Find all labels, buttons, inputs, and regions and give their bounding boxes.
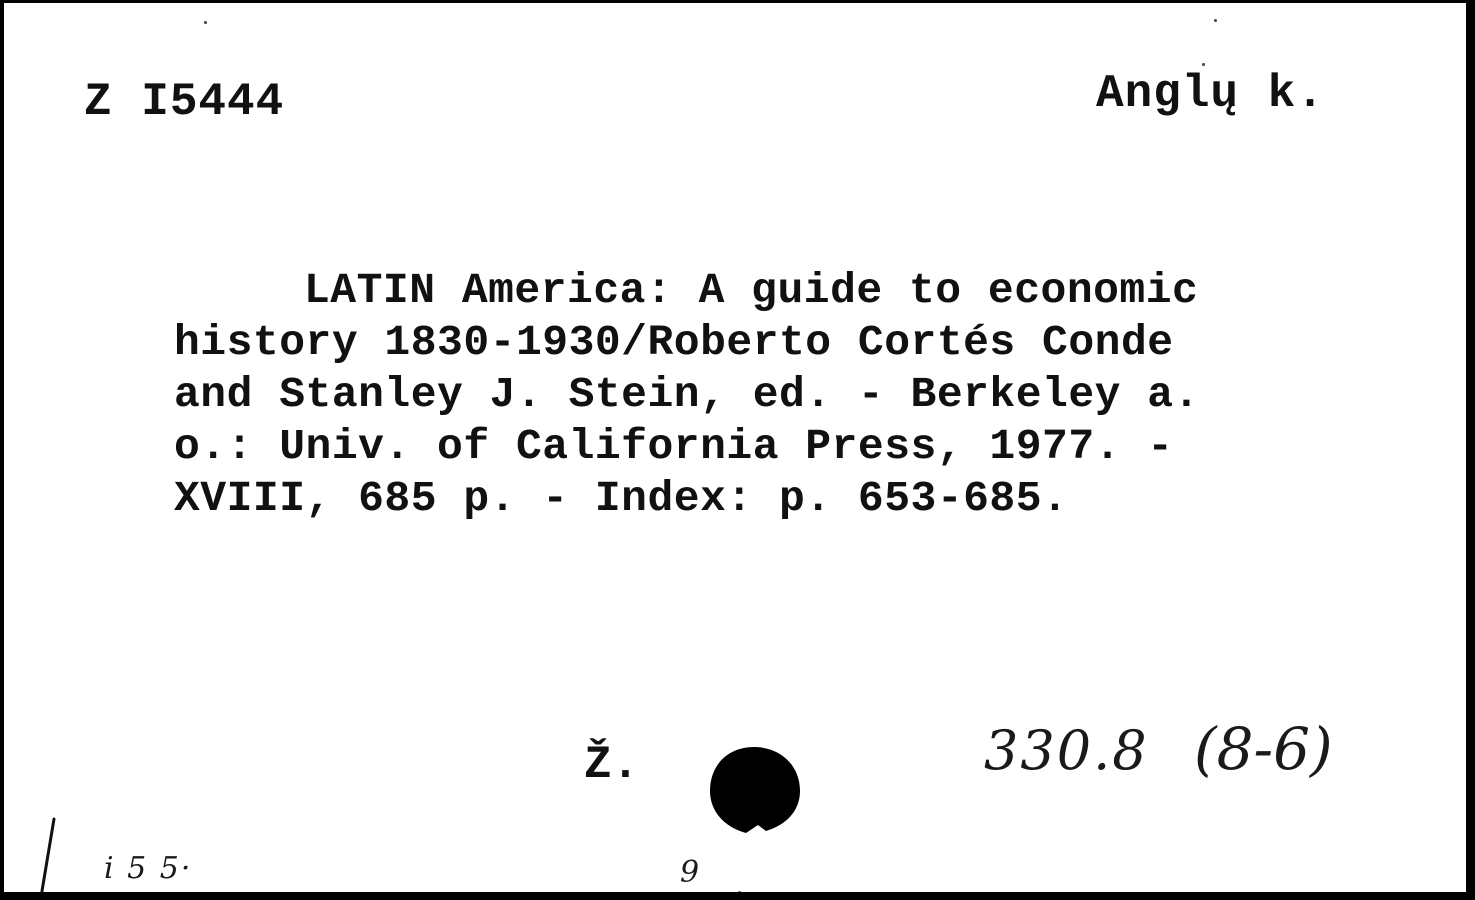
handwritten-note-left: i 5 5· [104, 851, 193, 886]
paper-speck [204, 21, 207, 24]
handwritten-note-bottom: 9 [680, 855, 700, 890]
classification-number: 330.8 [984, 719, 1149, 782]
classification-parenthetical: (8-6) [1194, 715, 1333, 783]
entry-line-1: LATIN America: A guide to economic [304, 266, 1199, 315]
catalog-card [3, 3, 1469, 895]
entry-line-4: o.: Univ. of California Press, 1977. - [174, 422, 1174, 471]
entry-line-2: history 1830-1930/Roberto Cortés Conde [174, 318, 1174, 367]
bibliographic-entry [174, 265, 1394, 525]
paper-speck [1202, 63, 1205, 66]
location-marker: Ž. [584, 739, 640, 791]
filled-circle-icon [706, 745, 802, 837]
paper-speck [1214, 19, 1217, 22]
language-label: Anglų k. [1096, 68, 1325, 120]
entry-line-5: XVIII, 685 p. - Index: p. 653-685. [174, 474, 1069, 523]
entry-line-3: and Stanley J. Stein, ed. - Berkeley a. [174, 370, 1200, 419]
pen-stroke-mark [34, 815, 64, 895]
paper-speck [738, 891, 741, 894]
call-number: Z I5444 [84, 76, 285, 128]
